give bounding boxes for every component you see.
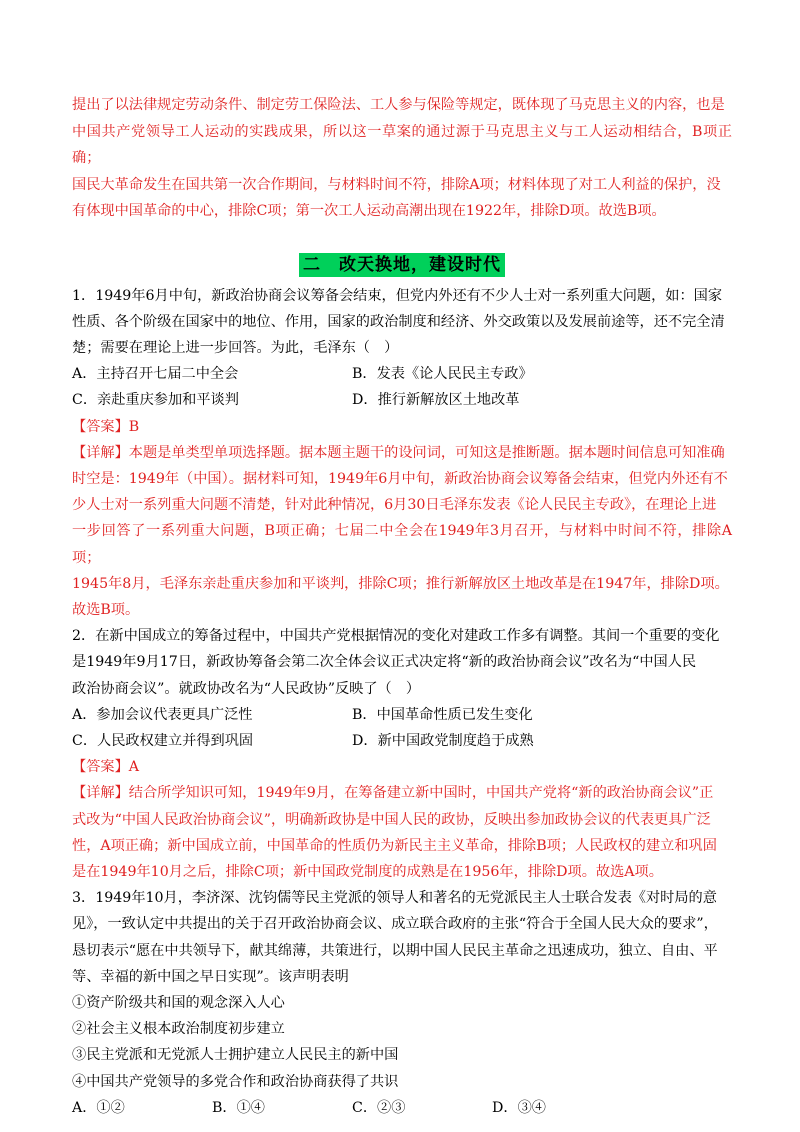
detail-line: 少人士对一系列重大问题不清楚，针对此种情况，6月30日毛泽东发表《论人民民主专政》，在理论上进 <box>72 497 717 514</box>
question-3 <box>72 885 732 1121</box>
option-c: C．人民政权建立并得到巩固 <box>72 732 254 749</box>
question-stem-line: 恳切表示“愿在中共领导下，献其绵薄，共策进行，以期中国人民民主革命之迅速成功，独立、自由、平 <box>72 942 718 959</box>
answer-tag: 【答案】 <box>72 759 129 776</box>
statement-item: ③民主党派和无党派人士拥护建立人民民主的新中国 <box>72 1047 399 1064</box>
option-a: A．主持召开七届二中全会 <box>72 366 239 383</box>
answer-value: A <box>128 759 140 776</box>
question-options <box>72 1095 732 1121</box>
question-stem-line: 是1949年9月17日，新政协筹备会第二次全体会议正式决定将“新的政治协商会议”改名为“中国人民 <box>72 654 697 671</box>
question-1 <box>72 283 732 624</box>
detail-line: 是在1949年10月之后，排除C项；新中国政党制度的成熟是在1956年，排除D项。故选A项。 <box>72 863 663 880</box>
explanation-line: 有体现中国革命的中心，排除C项；第一次工人运动高潮出现在1922年，排除D项。故选B项。 <box>72 203 666 219</box>
detail-line: 时空是：1949年（中国）。据材料可知，1949年6月中旬，新政治协商会议筹备会结束，但党内外还有不 <box>72 470 728 487</box>
detail-line: 式改为“中国人民政治协商会议”，明确新政协是中国人民的政协，反映出参加政协会议的代表更具广泛 <box>72 811 711 828</box>
question-stem-line: 3．1949年10月，李济深、沈钧儒等民主党派的领导人和著名的无党派民主人士联合发表《对时局的意 <box>72 890 717 907</box>
detail-tag: 【详解】 <box>72 785 129 802</box>
option-c: C．亲赴重庆参加和平谈判 <box>72 392 239 409</box>
detail-tag: 【详解】 <box>72 444 129 461</box>
option-b: B．①④ <box>212 1099 265 1116</box>
option-b: B．中国革命性质已发生变化 <box>352 706 533 723</box>
document-page <box>72 92 732 1121</box>
answer-line <box>72 414 732 440</box>
explanation-line: 中国共产党领导工人运动的实践成果，所以这一草案的通过源于马克思主义与工人运动相结合，B项正确； <box>72 123 732 166</box>
option-c: C．②③ <box>352 1099 406 1116</box>
answer-line <box>72 754 732 780</box>
explanation-line: 提出了以法律规定劳动条件、制定劳工保险法、工人参与保险等规定，既体现了马克思主义的内容，也是 <box>72 97 725 113</box>
explanation-line: 国民大革命发生在国共第一次合作期间，与材料时间不符，排除A项；材料体现了对工人利益的保护，没 <box>72 176 721 193</box>
detail-line: 性，A项正确；新中国成立前，中国革命的性质仍为新民主主义革命，排除B项；人民政权的建立和巩固 <box>72 837 717 854</box>
detail-line: 故选B项。 <box>72 601 140 618</box>
detail-line: 一步回答了一系列重大问题，B项正确；七届二中全会在1949年3月召开，与材料中时间不符，排除A项； <box>72 523 732 566</box>
option-d: D．新中国政党制度趋于成熟 <box>352 732 534 749</box>
question-2 <box>72 623 732 885</box>
question-stem-line: 见》，一致认定中共提出的关于召开政治协商会议、成立联合政府的主张“符合于全国人民大众的要求”， <box>72 916 718 933</box>
question-options <box>72 702 732 754</box>
option-b: B．发表《论人民民主专政》 <box>352 366 533 383</box>
question-stem-line: 楚；需要在理论上进一步回答。为此，毛泽东（ ） <box>72 339 399 356</box>
question-stem-line: 1．1949年6月中旬，新政治协商会议筹备会结束，但党内外还有不少人士对一系列重大问题，如：国家 <box>72 287 723 304</box>
answer-value: B <box>128 418 140 435</box>
detail-text: 结合所学知识可知，1949年9月，在筹备建立新中国时，中国共产党将“新的政治协商会议”正 <box>128 785 714 802</box>
detail-text: 本题是单类型单项选择题。据本题主题干的设问词，可知这是推断题。据本题时间信息可知准确 <box>128 444 725 461</box>
question-options <box>72 361 732 413</box>
question-stem-line: 2．在新中国成立的筹备过程中，中国共产党根据情况的变化对建政工作多有调整。其间一个重要的变化 <box>72 628 720 645</box>
question-stem-line: 等、幸福的新中国之早日实现”。该声明表明 <box>72 968 349 985</box>
detail-explanation <box>72 780 732 885</box>
question-stem-line: 性质、各个阶级在国家中的地位、作用，国家的政治制度和经济、外交政策以及发展前途等，还不完全清 <box>72 313 725 330</box>
section-title: 二 改天换地，建设时代 <box>299 253 505 277</box>
option-d: D．推行新解放区土地改革 <box>352 392 520 409</box>
statement-item: ②社会主义根本政治制度初步建立 <box>72 1021 285 1038</box>
statement-item: ④中国共产党领导的多党合作和政治协商获得了共识 <box>72 1073 399 1090</box>
option-a: A．参加会议代表更具广泛性 <box>72 706 253 723</box>
question-stem-line: 政治协商会议”。就政协改名为“人民政协”反映了（ ） <box>72 680 421 697</box>
option-a: A．①② <box>72 1099 125 1116</box>
detail-line: 1945年8月，毛泽东亲赴重庆参加和平谈判，排除C项；推行新解放区土地改革是在1947年，排除D项。 <box>72 575 729 592</box>
answer-tag: 【答案】 <box>72 418 129 435</box>
detail-line <box>72 780 732 806</box>
detail-line <box>72 440 732 466</box>
detail-explanation <box>72 440 732 623</box>
option-d: D．③④ <box>492 1099 546 1116</box>
statement-item: ①资产阶级共和国的观念深入人心 <box>72 994 285 1011</box>
section-heading <box>72 253 732 277</box>
previous-explanation <box>72 92 732 225</box>
